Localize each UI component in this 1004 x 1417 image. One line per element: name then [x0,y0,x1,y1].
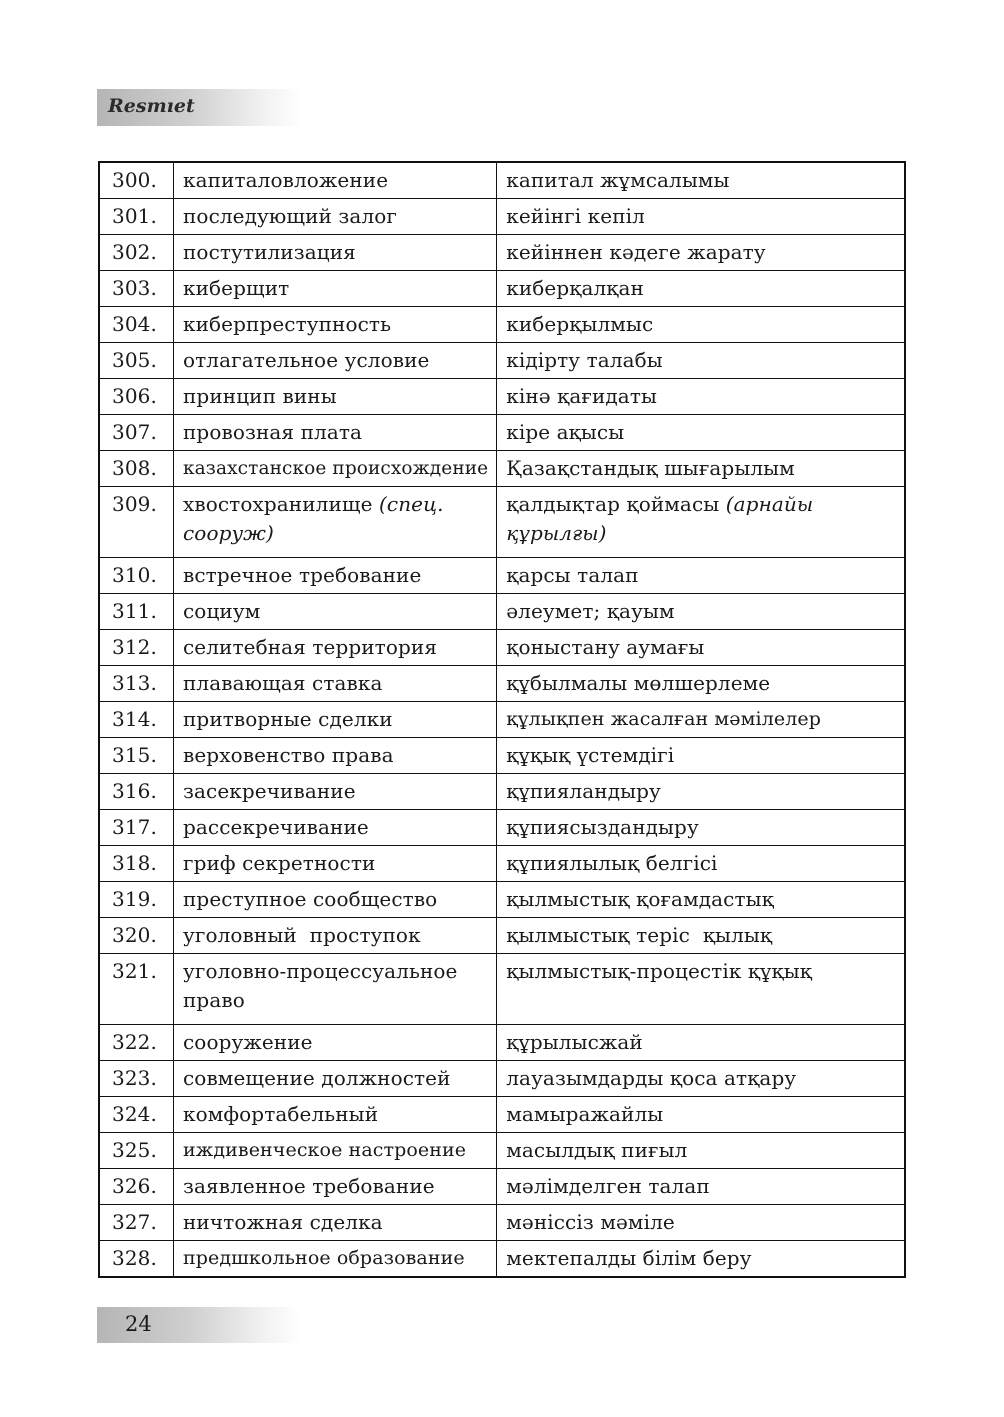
row-number: 307. [99,415,174,451]
kazakh-term: киберқылмыс [497,307,905,343]
russian-term: плавающая ставка [174,666,497,702]
row-number: 301. [99,199,174,235]
row-number: 327. [99,1205,174,1241]
row-number: 319. [99,882,174,918]
russian-term: уголовно-процессуальное право [174,954,497,1025]
kazakh-term: масылдық пиғыл [497,1133,905,1169]
row-number: 304. [99,307,174,343]
row-number: 318. [99,846,174,882]
kazakh-term: мектепалды білім беру [497,1241,905,1278]
table-row [99,918,905,954]
kazakh-term: қарсы талап [497,558,905,594]
russian-term: киберщит [174,271,497,307]
russian-term-cell [174,487,497,558]
row-number: 326. [99,1169,174,1205]
kazakh-term: мәніссіз мәміле [497,1205,905,1241]
kazakh-term: құпиялылық белгісі [497,846,905,882]
russian-term: казахстанское происхождение [174,451,497,487]
russian-term: заявленное требование [174,1169,497,1205]
kazakh-term: қылмыстық теріс қылық [497,918,905,954]
table-row [99,702,905,738]
kazakh-term: құлықпен жасалған мәмілелер [497,702,905,738]
russian-term: иждивенческое настроение [174,1133,497,1169]
table-row [99,594,905,630]
table-row [99,774,905,810]
row-number: 309. [99,487,174,558]
russian-term: совмещение должностей [174,1061,497,1097]
russian-term: капиталовложение [174,162,497,199]
page-footer [97,1307,301,1343]
russian-term: комфортабельный [174,1097,497,1133]
russian-term: отлагательное условие [174,343,497,379]
kazakh-term-note: (арнайы құрылғы) [506,492,814,545]
russian-term: преступное сообщество [174,882,497,918]
kazakh-term: құпияландыру [497,774,905,810]
table-row [99,307,905,343]
kazakh-term: қылмыстық-процестік құқық [497,954,905,1025]
russian-term: верховенство права [174,738,497,774]
row-number: 300. [99,162,174,199]
row-number: 310. [99,558,174,594]
russian-term: принцип вины [174,379,497,415]
table-row [99,846,905,882]
kazakh-term: қылмыстық қоғамдастық [497,882,905,918]
russian-term: предшкольное образование [174,1241,497,1278]
russian-term: селитебная территория [174,630,497,666]
russian-term: киберпреступность [174,307,497,343]
kazakh-term: қалдықтар қоймасы [506,492,720,516]
row-number: 317. [99,810,174,846]
table-row [99,954,905,1025]
kazakh-term: қоныстану аумағы [497,630,905,666]
running-header [97,89,301,126]
russian-term: засекречивание [174,774,497,810]
table-row [99,379,905,415]
russian-term: последующий залог [174,199,497,235]
table-row [99,558,905,594]
page-number: 24 [125,1312,152,1336]
row-number: 316. [99,774,174,810]
row-number: 328. [99,1241,174,1278]
row-number: 308. [99,451,174,487]
russian-term-note: (спец. сооруж) [183,492,444,545]
table-row [99,810,905,846]
russian-term: рассекречивание [174,810,497,846]
row-number: 320. [99,918,174,954]
kazakh-term: кейіннен кәдеге жарату [497,235,905,271]
row-number: 306. [99,379,174,415]
header-title: Resmıet [108,95,195,117]
kazakh-term: лауазымдарды қоса атқару [497,1061,905,1097]
table-row [99,1061,905,1097]
russian-term: притворные сделки [174,702,497,738]
glossary-table [98,161,906,1278]
russian-term: постутилизация [174,235,497,271]
russian-term: встречное требование [174,558,497,594]
row-number: 323. [99,1061,174,1097]
russian-term: хвостохранилище [183,492,373,516]
table-row [99,1133,905,1169]
table-row [99,666,905,702]
table-row [99,451,905,487]
table-row [99,1025,905,1061]
table-row [99,271,905,307]
russian-term: провозная плата [174,415,497,451]
kazakh-term-cell [497,487,905,558]
table-row [99,487,905,558]
row-number: 314. [99,702,174,738]
kazakh-term: мәлімделген талап [497,1169,905,1205]
table-row [99,1241,905,1278]
kazakh-term: кейінгі кепіл [497,199,905,235]
kazakh-term: мамыражайлы [497,1097,905,1133]
row-number: 322. [99,1025,174,1061]
row-number: 305. [99,343,174,379]
table-row [99,1169,905,1205]
kazakh-term: кіре ақысы [497,415,905,451]
table-row [99,343,905,379]
table-row [99,882,905,918]
table-row [99,738,905,774]
kazakh-term: Қазақстандық шығарылым [497,451,905,487]
kazakh-term: капитал жұмсалымы [497,162,905,199]
row-number: 303. [99,271,174,307]
row-number: 311. [99,594,174,630]
row-number: 325. [99,1133,174,1169]
kazakh-term: құрылысжай [497,1025,905,1061]
table-row [99,415,905,451]
table-row [99,1097,905,1133]
russian-term: сооружение [174,1025,497,1061]
kazakh-term: кінә қағидаты [497,379,905,415]
russian-term: гриф секретности [174,846,497,882]
russian-term: уголовный проступок [174,918,497,954]
row-number: 313. [99,666,174,702]
row-number: 321. [99,954,174,1025]
table-row [99,199,905,235]
row-number: 302. [99,235,174,271]
kazakh-term: кідірту талабы [497,343,905,379]
russian-term: социум [174,594,497,630]
kazakh-term: құпиясыздандыру [497,810,905,846]
table-row [99,162,905,199]
kazakh-term: киберқалқан [497,271,905,307]
row-number: 312. [99,630,174,666]
table-row [99,1205,905,1241]
kazakh-term: құбылмалы мөлшерлеме [497,666,905,702]
row-number: 315. [99,738,174,774]
table-row [99,630,905,666]
russian-term: ничтожная сделка [174,1205,497,1241]
row-number: 324. [99,1097,174,1133]
kazakh-term: құқық үстемдігі [497,738,905,774]
kazakh-term: әлеумет; қауым [497,594,905,630]
table-row [99,235,905,271]
